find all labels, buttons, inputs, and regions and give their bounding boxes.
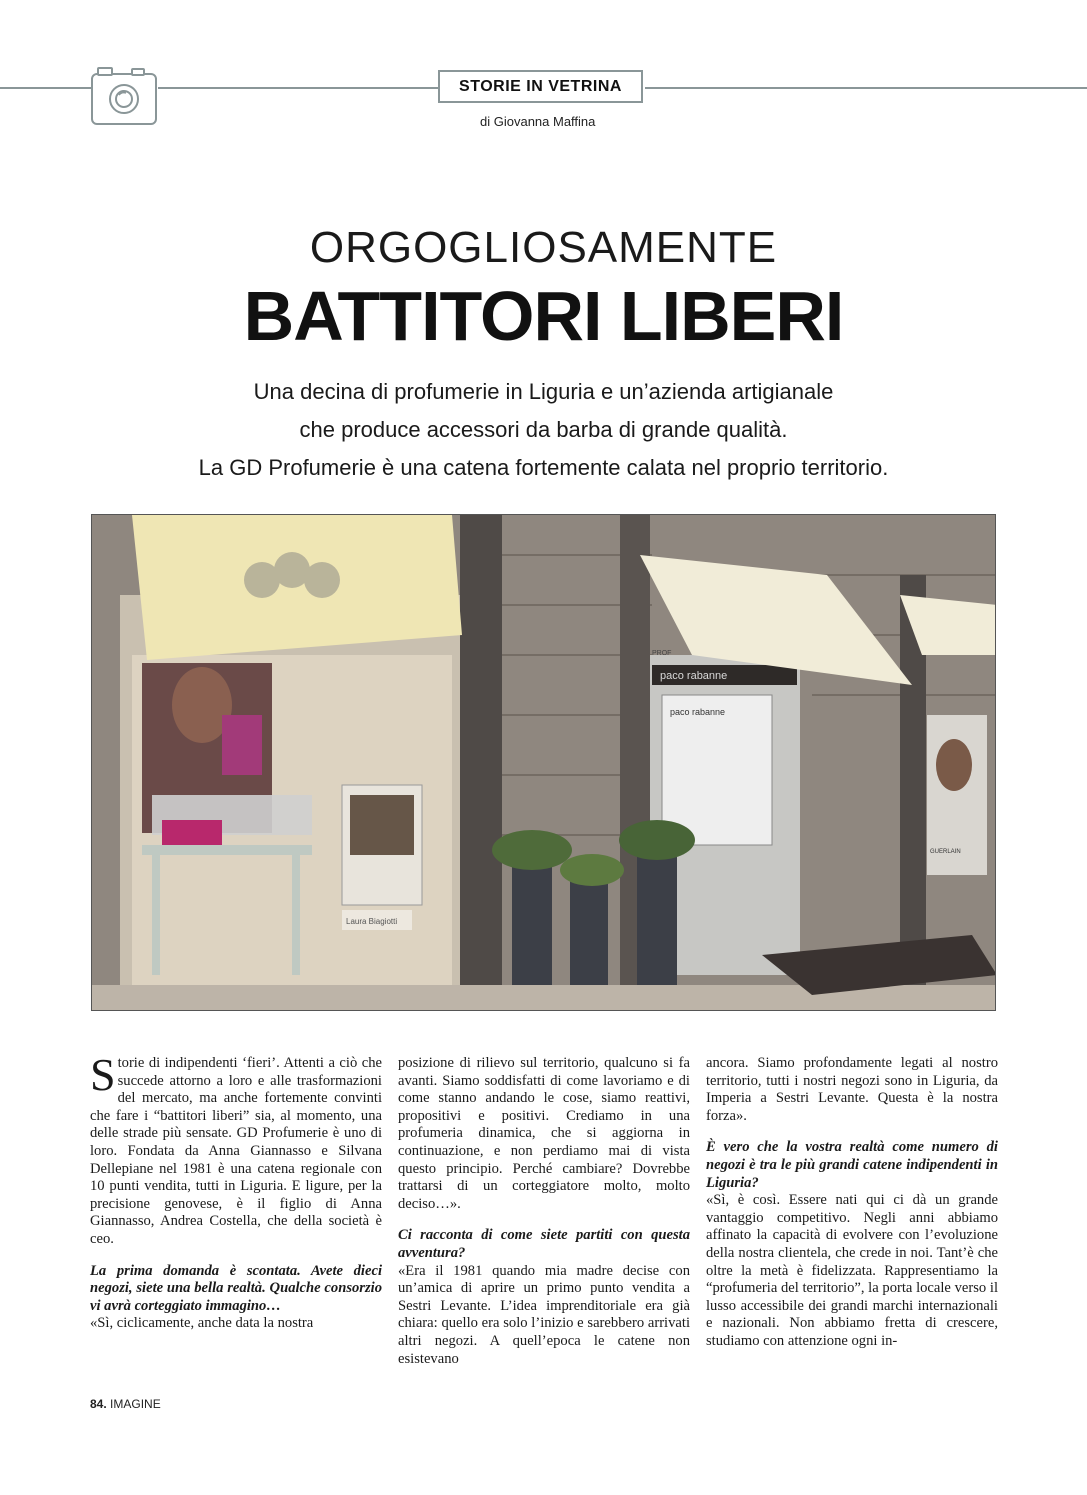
interview-question: La prima domanda è scontata. Avete dieci negozi, siete una bella realtà. Qualche consorzio vi avrà corteggiato immagino… xyxy=(90,1262,382,1314)
intro-paragraph: Storie di indipendenti ‘fieri’. Attenti a ciò che succede attorno a loro e alle trasformazioni del mercato, ma anche fortemente convinti che fare i “battitori liberi” sia, al momento, una delle strade più sensate. GD Profumerie è uno di loro. Fondata da Anna Giannasso e Silvana Dellepiane nel 1981 è una catena regionale con 10 punti vendita, tutti in Liguria. E ligure, per la precisione genovese, è il figlio di Anna Giannasso, Andrea Costella, che della società è ceo. xyxy=(90,1049,382,1247)
header-rule-mid xyxy=(158,87,438,89)
magazine-name: IMAGINE xyxy=(110,1397,161,1411)
headline-kicker: ORGOGLIOSAMENTE xyxy=(309,223,778,272)
interview-question: È vero che la vostra realtà come numero di negozi è tra le più grandi catene indipendenti in Liguria? xyxy=(706,1139,998,1191)
header-rule-right xyxy=(645,87,1087,89)
page-folio xyxy=(90,1397,161,1411)
standfirst-line: La GD Profumerie è una catena fortemente calata nel proprio territorio. xyxy=(198,455,889,480)
body-column-2 xyxy=(398,1055,690,1368)
storefront-illustration xyxy=(92,515,996,1011)
window-book-label: Laura Biagiotti xyxy=(346,917,398,926)
paco-rabanne-sign: paco rabanne xyxy=(660,670,728,682)
interview-answer: «Sì, ciclicamente, anche data la nostra xyxy=(90,1315,314,1332)
page-number: 84. xyxy=(90,1397,107,1411)
guerlain-poster-label: GUERLAIN xyxy=(930,849,961,855)
headline-title: BATTITORI LIBERI xyxy=(243,277,844,355)
store-sign-fragment: PROF xyxy=(652,650,672,657)
standfirst xyxy=(100,373,987,487)
interview-answer: «Era il 1981 quando mia madre decise con un’amica di aprire un primo punto vendita a Sestri Levante. L’idea imprenditoriale era già chiara: quello era solo l’inizio e sarebbero arrivati altri negozi. A quell’epoca le catene non esistevano xyxy=(398,1262,690,1367)
body-column-1 xyxy=(90,1049,382,1333)
camera-icon xyxy=(88,64,160,128)
storefront-photo xyxy=(91,514,996,1011)
interview-answer: posizione di rilievo sul territorio, qualcuno si fa avanti. Siamo soddisfatti di come lavoriamo e di come stanno andando le cose, siamo reattivi, propositivi e positivi. Crediamo in una profumeria dinamica, che si aggiorna in continuazione, e non perdiamo mai di vista questo principio. Perché cambiare? Dovrebbe trattarsi di un corteggiatore molto, molto deciso…». xyxy=(398,1055,690,1212)
body-column-3 xyxy=(706,1055,998,1351)
byline: di Giovanna Maffina xyxy=(480,114,596,129)
standfirst-line: che produce accessori da barba di grande qualità. xyxy=(299,417,788,442)
interview-answer: ancora. Siamo profondamente legati al nostro territorio, tutti i nostri negozi sono in Liguria, da Imperia a Sestri Levante. Questa è la nostra forza». xyxy=(706,1055,998,1124)
paco-rabanne-poster: paco rabanne xyxy=(670,707,726,717)
header-rule-left xyxy=(0,87,92,89)
drop-cap: S xyxy=(90,1049,116,1100)
standfirst-line: Una decina di profumerie in Liguria e un’azienda artigianale xyxy=(253,379,834,404)
interview-answer: «Sì, è così. Essere nati qui ci dà un grande vantaggio competitivo. Negli anni abbiamo affinato la capacità di evolvere con l’evoluzione della nostra clientela, che crede in noi. Tant’è che oltre la metà è fidelizzata. Rappresentiamo la “profumeria del territorio”, la porta locale verso il lusso accessibile dei grandi marchi internazionali e nazionali. Non abbiamo fretta di crescere, studiamo con attenzione ogni in- xyxy=(706,1192,998,1349)
interview-question: Ci racconta di come siete partiti con questa avventura? xyxy=(398,1227,690,1261)
section-label: STORIE IN VETRINA xyxy=(438,70,643,103)
